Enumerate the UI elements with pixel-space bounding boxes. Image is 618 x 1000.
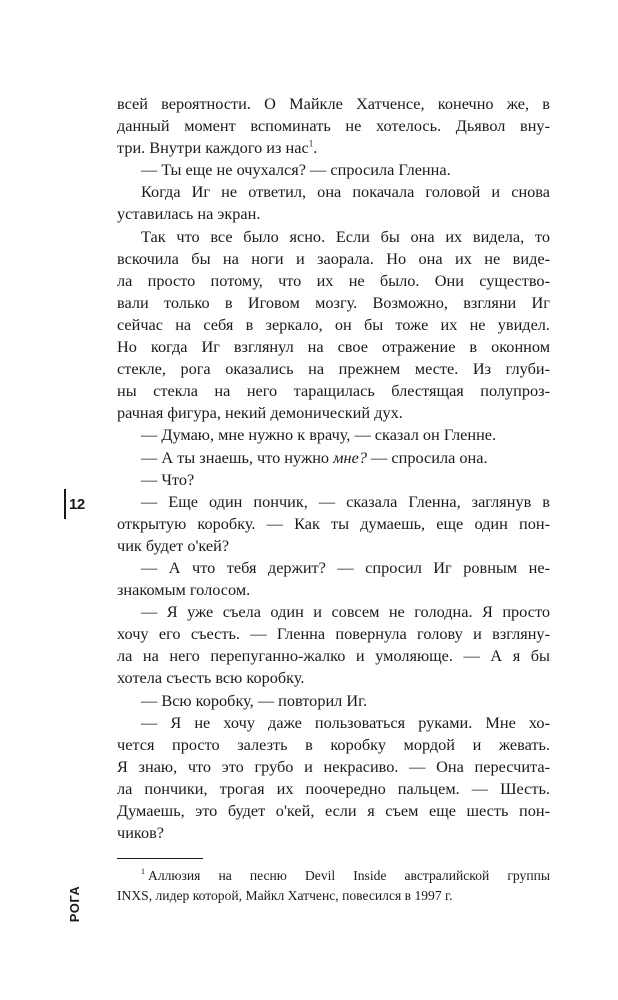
text-line: вскочила бы на ноги и заорала. Но она их не виде- <box>117 248 550 268</box>
text-line: хотела съесть всю коробку. <box>117 668 305 688</box>
text-line: Я знаю, что это грубо и некрасиво. — Она пересчита- <box>117 756 550 776</box>
text-line: Но когда Иг взглянул на свое отражение в оконном <box>117 337 550 357</box>
text-line: всей вероятности. О Майкле Хатченсе, конечно же, в <box>117 94 550 113</box>
text-line: стекле, рога оказались на прежнем месте. Из глуби- <box>117 359 550 379</box>
footnote-divider <box>117 858 203 859</box>
text-line: ла на него перепуганно-жалко и умоляюще. — А я бы <box>117 646 550 666</box>
text-line: чик будет о'кей? <box>117 535 230 555</box>
body-text <box>117 93 550 844</box>
page-number <box>64 488 85 520</box>
text-line: — Что? <box>141 469 195 489</box>
text-line: — А ты знаешь, что нужно мне? — спросила она. <box>141 447 488 467</box>
footnote-line: $^1$ Аллюзия на песню Devil Inside австралийской группы <box>141 867 550 883</box>
text-line: три. Внутри каждого из нас$^1$. <box>117 138 318 158</box>
text-line: ны стекла на него таращилась блестящая полупроз- <box>117 381 550 401</box>
footnote-reference[interactable]: 1 <box>308 138 314 149</box>
text-line: — Я не хочу даже пользоваться руками. Мне хо- <box>141 712 550 732</box>
footnote-marker: 1 <box>141 867 145 877</box>
text-line: — А что тебя держит? — спросил Иг ровным не- <box>141 557 550 577</box>
text-line: открытую коробку. — Как ты думаешь, еще один пон- <box>117 513 550 533</box>
text-line: — Думаю, мне нужно к врачу, — сказал он Гленне. <box>141 425 497 445</box>
footnote-line: INXS, лидер которой, Майкл Хатченс, повесился в 1997 г. <box>117 888 453 903</box>
text-line: рачная фигура, некий демонический дух. <box>117 403 403 423</box>
text-line: Когда Иг не ответил, она покачала головой и снова <box>141 182 550 202</box>
page-number-text: 12 <box>69 495 85 513</box>
text-line: ла пончики, трогая их поочередно пальцем. — Шесть. <box>117 778 550 798</box>
text-line: сейчас на себя в зеркало, он бы тоже их не увидел. <box>117 314 550 334</box>
footnote <box>117 866 550 906</box>
page-number-rule <box>64 489 66 519</box>
text-line: — Ты еще не очухался? — спросила Гленна. <box>141 160 451 180</box>
text-line: — Еще один пончик, — сказала Гленна, заглянув в <box>141 491 550 511</box>
text-line: данный момент вспоминать не хотелось. Дьявол вну- <box>117 116 550 136</box>
running-title: РОГА <box>67 885 82 923</box>
text-line: хочу его съесть. — Гленна повернула голову и взгляну- <box>117 624 550 644</box>
text-line: ла просто потому, что их не было. Они существо- <box>117 270 550 290</box>
text-line: уставилась на экран. <box>117 204 261 224</box>
text-line: — Я уже съела один и совсем не голодна. Я просто <box>141 602 550 622</box>
text-line: знакомым голосом. <box>117 580 251 600</box>
text-line: вали только в Иговом мозгу. Возможно, взгляни Иг <box>117 292 550 312</box>
text-line: чется просто залезть в коробку мордой и жевать. <box>117 734 550 754</box>
text-line: — Всю коробку, — повторил Иг. <box>141 690 368 710</box>
text-line: Думаешь, это будет о'кей, если я съем еще шесть пон- <box>117 801 550 820</box>
text-line: Так что все было ясно. Если бы она их видела, то <box>141 226 550 246</box>
text-line: чиков? <box>117 823 165 843</box>
